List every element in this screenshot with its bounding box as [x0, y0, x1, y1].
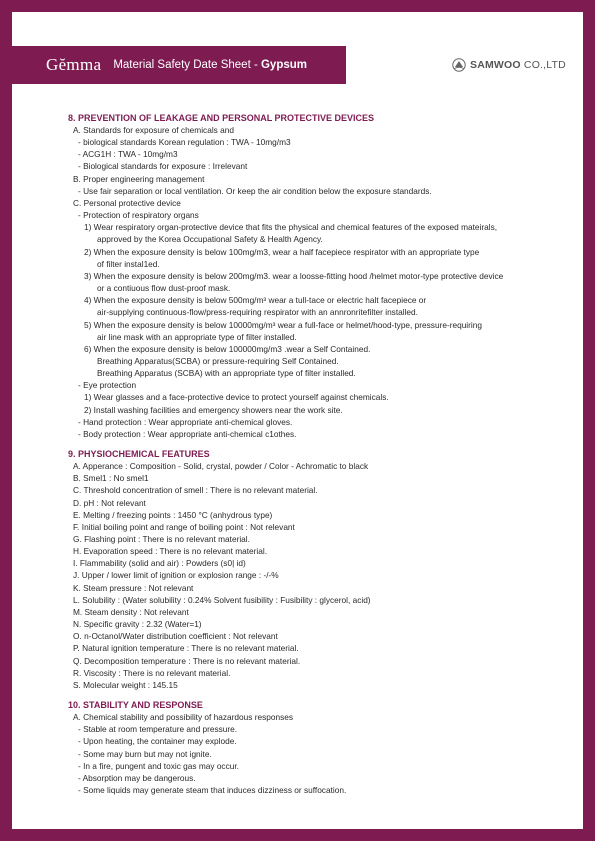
body-line: Breathing Apparatus(SCBA) or pressure-requiring Self Contained.	[97, 355, 339, 366]
body-line: - ACG1H : TWA - 10mg/m3	[78, 149, 178, 160]
logo-text	[470, 59, 566, 71]
body-line: F. Initial boiling point and range of boiling point : Not relevant	[73, 521, 295, 532]
frame-bottom-border	[0, 829, 595, 841]
body-line: - biological standards Korean regulation : TWA - 10mg/m3	[78, 137, 291, 148]
body-line: - Body protection : Wear appropriate anti-chemical c1othes.	[78, 428, 297, 439]
body-line: G. Flashing point : There is no relevant material.	[73, 534, 250, 544]
body-line: 4) When the exposure density is below 500mg/m³ wear a tull-tace or electric halt facepiece or	[84, 295, 427, 306]
body-line: M. Steam density : Not relevant	[73, 606, 189, 617]
body-line: 1) Wear respiratory organ-protective device that fits the physical and chemical features of the exposed mateirals,	[84, 222, 498, 233]
logo-company: SAMWOO	[470, 59, 521, 71]
frame-left-border	[0, 0, 12, 841]
body-line: - Some liquids may generate steam that induces dizziness or suffocation.	[78, 784, 347, 795]
body-line: J. Upper / lower limit of ignition or explosion range : -/-%	[73, 570, 279, 581]
body-line: - Protection of respiratory organs	[78, 210, 199, 221]
body-line: P. Natural ignition temperature : There is no relevant material.	[73, 643, 299, 654]
body-line: or a contiuous flow dust-proof mask.	[97, 283, 231, 294]
body-line: I. Flammability (solid and air) : Powders (s0| id)	[73, 558, 246, 569]
body-line: - Eye protection	[78, 380, 137, 391]
body-line: A. Standards for exposure of chemicals and	[73, 125, 234, 135]
brand-name: Gĕmma	[46, 55, 102, 74]
frame-right-border	[583, 0, 595, 841]
body-line: 1) Wear glasses and a face-protective device to protect yourself against chemicals.	[84, 392, 389, 403]
body-line: - Absorption may be dangerous.	[78, 772, 196, 783]
body-line: C. Personal protective device	[73, 197, 181, 208]
document-body	[68, 112, 538, 796]
body-line: - Hand protection : Wear appropriate anti-chemical gloves.	[78, 416, 293, 427]
body-line: L. Solubility : (Water solubility : 0.24% Solvent fusibility : Fusibility : glycerol, acid)	[73, 594, 371, 605]
header-band	[12, 46, 346, 84]
body-line: B. Smel1 : No smel1	[73, 473, 149, 484]
section-title: 9. PHYSIOCHEMICAL FEATURES	[68, 449, 210, 460]
logo-suffix: CO.,LTD	[523, 59, 566, 71]
body-line: 5) When the exposure density is below 10000mg/m³ wear a full-face or helmet/hood-type, pressure-requiring	[84, 319, 482, 330]
body-line: Breathing Apparatus (SCBA) with an appropriate type of filter installed.	[97, 368, 356, 379]
section-spacer	[68, 440, 538, 448]
body-line: K. Steam pressure : Not relevant	[73, 582, 194, 593]
section-spacer	[68, 691, 538, 699]
document-title	[113, 59, 307, 71]
body-line: - In a fire, pungent and toxic gas may occur.	[78, 760, 239, 771]
samwoo-logo-icon	[452, 58, 466, 72]
body-line: A. Apperance : Composition - Solid, crystal, powder / Color - Achromatic to black	[73, 461, 369, 472]
body-line: approved by the Korea Occupational Safety & Health Agency.	[97, 234, 323, 245]
body-line: - Some may burn but may not ignite.	[78, 748, 212, 759]
body-line: R. Viscosity : There is no relevant material.	[73, 667, 231, 678]
document-title-product: Gypsum	[260, 59, 307, 71]
body-line: D. pH : Not relevant	[73, 497, 146, 508]
company-logo	[452, 58, 566, 72]
body-line: air line mask with an appropriate type of filter installed.	[97, 331, 297, 342]
body-line: - Use fair separation or local ventilation. Or keep the air condition below the exposure standards.	[78, 185, 432, 196]
body-line: air-supplying continuous-flow/press-requiring respirator with an annronritefilter installed.	[97, 307, 418, 318]
document-title-prefix: Material Safety Date Sheet -	[113, 59, 261, 71]
body-line: 3) When the exposure density is below 200mg/m3. wear a loosse-fitting hood /helmet motor-type protective device	[84, 270, 504, 281]
body-line: H. Evaporation speed : There is no relevant material.	[73, 546, 268, 557]
body-line: B. Proper engineering management	[73, 173, 205, 184]
body-line: Q. Decomposition temperature : There is no relevant material.	[73, 655, 301, 666]
body-line: - Upon heating, the container may explode.	[78, 736, 237, 747]
body-line: 6) When the exposure density is below 100000mg/m3 .wear a Self Contained.	[84, 343, 371, 354]
body-line: 2) Install washing facilities and emergency showers near the work site.	[84, 404, 343, 415]
body-line: - Biological standards for exposure : Irrelevant	[78, 161, 248, 172]
body-line: S. Molecular weight : 145.15	[73, 679, 178, 690]
frame-top-border	[0, 0, 595, 12]
section-title: 10. STABILITY AND RESPONSE	[68, 700, 203, 711]
body-line: of filter instal1ed.	[97, 258, 160, 269]
body-line: C. Threshold concentration of smell : There is no relevant material.	[73, 485, 318, 496]
body-line: E. Melting / freezing points : 1450 °C (anhydrous type)	[73, 509, 273, 520]
body-line: N. Specific gravity : 2.32 (Water=1)	[73, 619, 202, 630]
section-title: 8. PREVENTION OF LEAKAGE AND PERSONAL PROTECTIVE DEVICES	[68, 113, 375, 123]
body-line: 2) When the exposure density is below 100mg/m3, wear a half facepiece respirator with an appropriate type	[84, 246, 480, 257]
body-line: - Stable at room temperature and pressure.	[78, 724, 238, 735]
body-line: O. n-Octanol/Water distribution coefficient : Not relevant	[73, 631, 278, 642]
body-line: A. Chemical stability and possibility of hazardous responses	[73, 712, 293, 723]
